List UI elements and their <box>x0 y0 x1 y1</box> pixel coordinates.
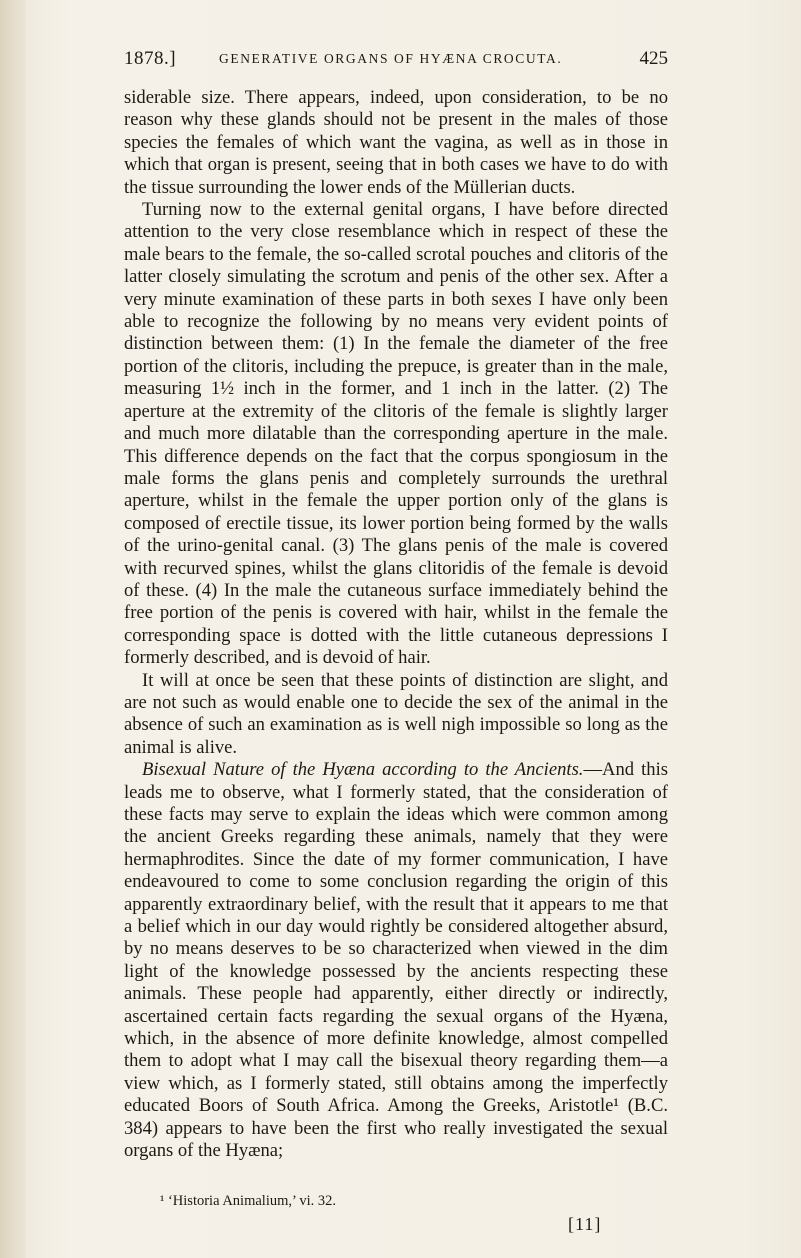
book-spine-shadow <box>0 0 26 1258</box>
body-text <box>124 87 668 1163</box>
footnote: ¹ ‘Historia Animalium,’ vi. 32. <box>160 1193 337 1209</box>
running-header <box>124 48 668 72</box>
section-heading: Bisexual Nature of the Hyæna according to the Ancients. <box>142 759 584 781</box>
header-title: GENERATIVE ORGANS OF HYÆNA CROCUTA. <box>219 51 563 66</box>
header-year: 1878.] <box>124 48 177 69</box>
paragraph-3: It will at once be seen that these points of distinction are slight, and are not such as would enable one to decide the sex of the animal in the absence of such an examination as is well nigh impossible so long as the animal is alive. <box>124 669 668 758</box>
paragraph-4 <box>124 759 668 1162</box>
paragraph-1: siderable size. There appears, indeed, upon consideration, to be no reason why these glands should not be present in the males of those species the females of which want the vagina, as well as in those in which that organ is present, seeing that in both cases we have to do with the tissue surrounding the lower ends of the Müllerian ducts. <box>124 87 668 198</box>
header-page-number: 425 <box>639 48 668 69</box>
paragraph-4-text: —And this leads me to observe, what I formerly stated, that the consideration of these facts may serve to explain the ideas which were common among the ancient Greeks regarding these animals, namely that they were hermaphrodites. Since the date of my former communication, I have endeavoured to come to some conclusion regarding the origin of this apparently extraordinary belief, with the result that it appears to me that a belief which in our day would rightly be considered altogether absurd, by no means deserves to be so characterized when viewed in the dim light of the knowledge possessed by the ancients respecting these animals. These people had apparently, either directly or indirectly, ascertained certain facts regarding the sexual organs of the Hyæna, which, in the absence of more definite knowledge, almost compelled them to adopt what I may call the bisexual theory regarding them—a view which, as I formerly stated, still obtains among the imperfectly educated Boors of South Africa. Among the Greeks, Aristotle¹ (B.C. 384) appears to have been the first who really investigated the sexual organs of the Hyæna; <box>124 759 668 1162</box>
signature-mark: [11] <box>568 1214 602 1234</box>
paragraph-2: Turning now to the external genital organs, I have before directed attention to the very close resemblance which in respect of these the male bears to the female, the so-called scrotal pouches and clitoris of the latter closely simulating the scrotum and penis of the other sex. After a very minute examination of these parts in both sexes I have only been able to recognize the following by no means very evident points of distinction between them: (1) In the female the diameter of the free portion of the clitoris, including the prepuce, is greater than in the male, measuring 1½ inch in the former, and 1 inch in the latter. (2) The aperture at the extremity of the clitoris of the female is slightly larger and much more dilatable than the corresponding aperture in the male. This difference depends on the fact that the corpus spongiosum in the male forms the glans penis and completely surrounds the urethral aperture, whilst in the female the upper portion only of the glans is composed of erectile tissue, its lower portion being formed by the walls of the urino-genital canal. (3) The glans penis of the male is covered with recurved spines, whilst the glans clitoridis of the female is devoid of these. (4) In the male the cutaneous surface immediately behind the free portion of the penis is covered with hair, whilst in the female the corresponding space is dotted with the little cutaneous depressions I formerly described, and is devoid of hair. <box>124 199 668 669</box>
